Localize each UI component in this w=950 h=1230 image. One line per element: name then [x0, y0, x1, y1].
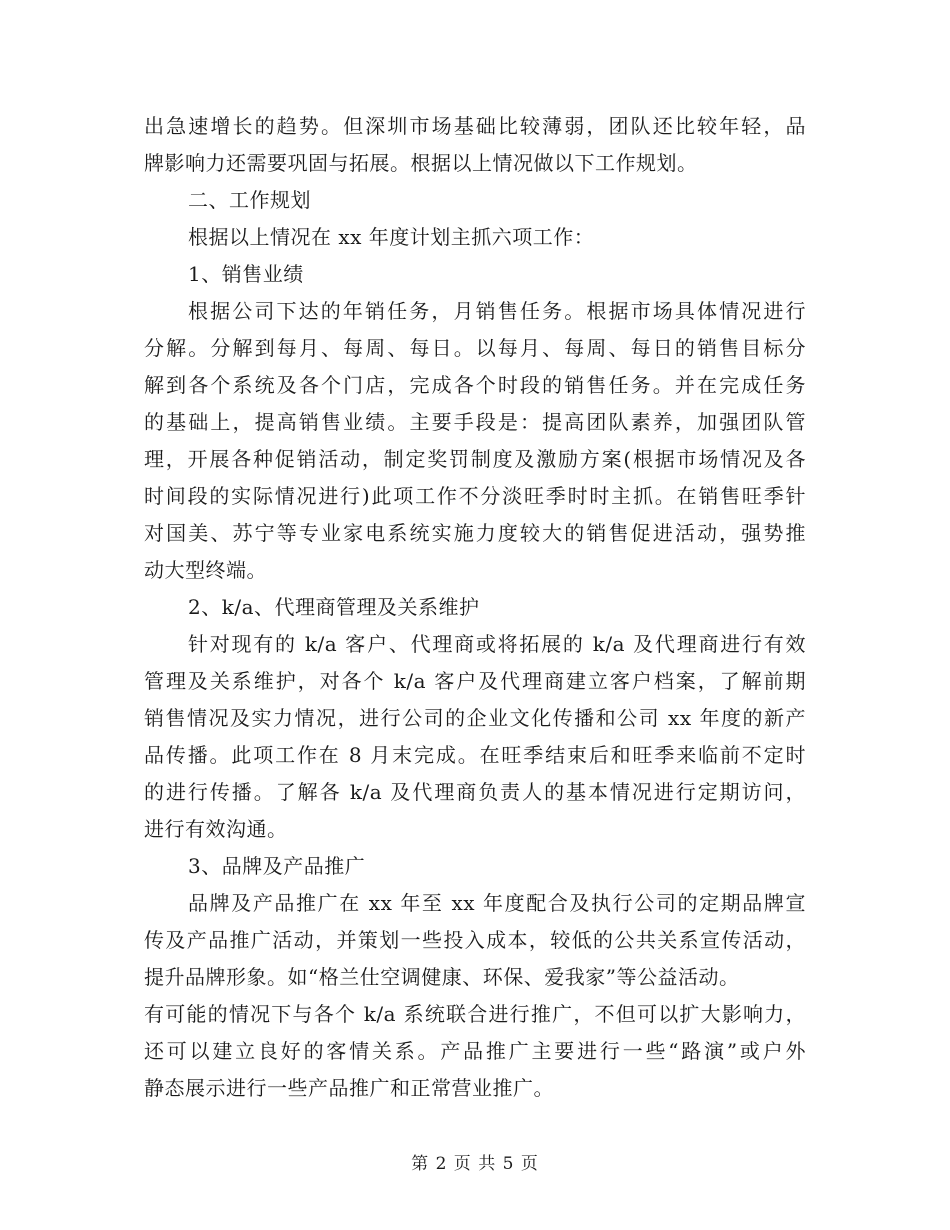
- text-line: 管理及关系维护，对各个 k/a 客户及代理商建立客户档案，了解前期: [144, 669, 806, 693]
- text-line: 有可能的情况下与各个 k/a 系统联合进行推广，不但可以扩大影响力，: [144, 1002, 806, 1026]
- text-line: 提升品牌形象。如“格兰仕空调健康、环保、爱我家”等公益活动。: [144, 965, 740, 989]
- text-line: 品牌及产品推广在 xx 年至 xx 年度配合及执行公司的定期品牌宣: [188, 891, 806, 915]
- document-body: [144, 108, 806, 1107]
- text-line: 静态展示进行一些产品推广和正常营业推广。: [144, 1076, 554, 1100]
- text-line: 时间段的实际情况进行)此项工作不分淡旺季时时主抓。在销售旺季针: [144, 484, 806, 508]
- text-line: 对国美、苏宁等专业家电系统实施力度较大的销售促进活动，强势推: [144, 521, 806, 545]
- text-line: 动大型终端。: [144, 558, 267, 582]
- text-line: 出急速增长的趋势。但深圳市场基础比较薄弱，团队还比较年轻，品: [144, 114, 806, 138]
- text-line: 进行有效沟通。: [144, 817, 288, 841]
- text-line: 品传播。此项工作在 8 月末完成。在旺季结束后和旺季来临前不定时: [144, 743, 806, 767]
- page-number-footer: 第 2 页 共 5 页: [411, 1154, 539, 1174]
- text-line: 的基础上，提高销售业绩。主要手段是：提高团队素养，加强团队管: [144, 410, 806, 434]
- text-line: 2、k/a、代理商管理及关系维护: [188, 595, 480, 619]
- text-line: 牌影响力还需要巩固与拓展。根据以上情况做以下工作规划。: [144, 151, 698, 175]
- text-line: 解到各个系统及各个门店，完成各个时段的销售任务。并在完成任务: [144, 373, 806, 397]
- text-line: 理，开展各种促销活动，制定奖罚制度及激励方案(根据市场情况及各: [144, 447, 806, 471]
- text-line: 传及产品推广活动，并策划一些投入成本，较低的公共关系宣传活动，: [144, 928, 806, 952]
- text-line: 3、品牌及产品推广: [188, 854, 366, 878]
- text-line: 根据公司下达的年销任务，月销售任务。根据市场具体情况进行: [188, 299, 806, 323]
- text-line: 1、销售业绩: [188, 262, 304, 286]
- text-line: 针对现有的 k/a 客户、代理商或将拓展的 k/a 及代理商进行有效: [188, 632, 806, 656]
- text-line: 销售情况及实力情况，进行公司的企业文化传播和公司 xx 年度的新产: [144, 706, 806, 730]
- text-line: 的进行传播。了解各 k/a 及代理商负责人的基本情况进行定期访问，: [144, 780, 806, 804]
- text-line: 还可以建立良好的客情关系。产品推广主要进行一些“路演”或户外: [144, 1039, 806, 1063]
- text-line: 根据以上情况在 xx 年度计划主抓六项工作：: [188, 225, 595, 249]
- text-line: 二、工作规划: [188, 188, 311, 212]
- text-line: 分解。分解到每月、每周、每日。以每月、每周、每日的销售目标分: [144, 336, 806, 360]
